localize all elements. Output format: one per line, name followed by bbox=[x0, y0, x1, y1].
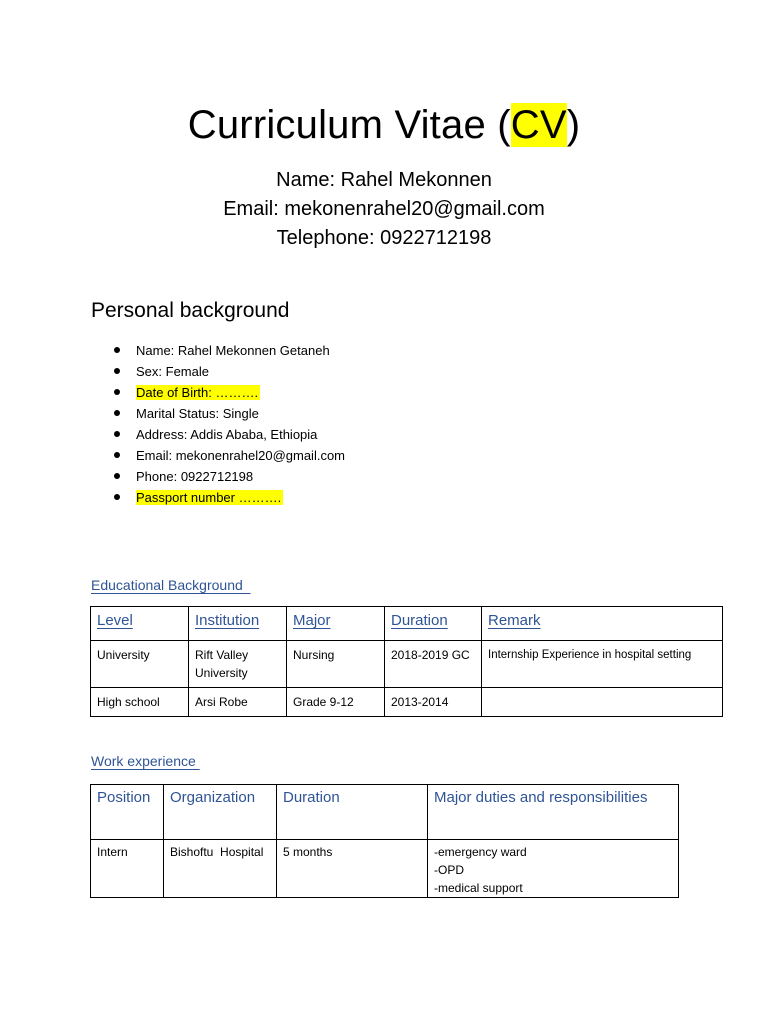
contact-phone: Telephone: 0922712198 bbox=[276, 227, 492, 249]
work-experience-heading: Work experience bbox=[91, 753, 200, 769]
cell-duration: 2013-2014 bbox=[385, 688, 482, 717]
table-row bbox=[91, 688, 723, 717]
cell-remark: Internship Experience in hospital setting bbox=[482, 641, 723, 688]
list-item bbox=[111, 487, 345, 508]
cell-institution: Arsi Robe bbox=[189, 688, 287, 717]
work-experience-table bbox=[90, 784, 679, 898]
duty-item: -OPD bbox=[434, 863, 464, 877]
cell-duration: 5 months bbox=[277, 840, 428, 898]
column-header-institution: Institution bbox=[189, 607, 287, 641]
cell-level: University bbox=[91, 641, 189, 688]
title-cv-highlight: CV bbox=[510, 103, 567, 147]
cell-major: Grade 9-12 bbox=[287, 688, 385, 717]
table-header-row bbox=[91, 607, 723, 641]
column-header-remark: Remark bbox=[482, 607, 723, 641]
table-header-row bbox=[91, 785, 679, 840]
personal-dob: Date of Birth: ………. bbox=[136, 385, 259, 400]
cell-level: High school bbox=[91, 688, 189, 717]
column-header-major-duties: Major duties and responsibilities bbox=[428, 785, 679, 840]
bullet-icon bbox=[114, 347, 120, 353]
column-header-organization: Organization bbox=[164, 785, 277, 840]
page-title bbox=[0, 98, 768, 152]
list-item bbox=[111, 403, 345, 424]
table-row bbox=[91, 641, 723, 688]
cell-duties bbox=[428, 840, 679, 898]
bullet-icon bbox=[114, 431, 120, 437]
personal-address: Address: Addis Ababa, Ethiopia bbox=[136, 427, 318, 442]
duty-item: -medical support bbox=[434, 881, 523, 895]
column-header-duration: Duration bbox=[385, 607, 482, 641]
bullet-icon bbox=[114, 494, 120, 500]
column-header-position: Position bbox=[91, 785, 164, 840]
contact-name: Name: Rahel Mekonnen bbox=[276, 169, 492, 191]
personal-email: Email: mekonenrahel20@gmail.com bbox=[136, 448, 346, 463]
personal-details-list bbox=[111, 340, 345, 508]
column-header-major: Major bbox=[287, 607, 385, 641]
title-paren-open: ( bbox=[497, 103, 511, 147]
bullet-icon bbox=[114, 389, 120, 395]
bullet-icon bbox=[114, 473, 120, 479]
title-text: Curriculum Vitae bbox=[187, 103, 498, 147]
personal-sex: Sex: Female bbox=[136, 364, 209, 379]
cell-organization: Bishoftu Hospital bbox=[164, 840, 277, 898]
list-item bbox=[111, 424, 345, 445]
cell-remark bbox=[482, 688, 723, 717]
column-header-duration: Duration bbox=[277, 785, 428, 840]
personal-name: Name: Rahel Mekonnen Getaneh bbox=[136, 343, 330, 358]
cell-duration: 2018-2019 GC bbox=[385, 641, 482, 688]
list-item bbox=[111, 466, 345, 487]
cell-position: Intern bbox=[91, 840, 164, 898]
personal-marital-status: Marital Status: Single bbox=[136, 406, 259, 421]
table-row bbox=[91, 840, 679, 898]
list-item bbox=[111, 361, 345, 382]
list-item bbox=[111, 445, 345, 466]
list-item bbox=[111, 382, 345, 403]
duty-item: -emergency ward bbox=[434, 845, 527, 859]
education-heading: Educational Background bbox=[91, 577, 251, 593]
list-item bbox=[111, 340, 345, 361]
contact-email: Email: mekonenrahel20@gmail.com bbox=[223, 198, 545, 220]
bullet-icon bbox=[114, 410, 120, 416]
column-header-level: Level bbox=[91, 607, 189, 641]
personal-background-heading: Personal background bbox=[91, 299, 290, 322]
title-paren-close: ) bbox=[566, 103, 581, 147]
personal-phone: Phone: 0922712198 bbox=[136, 469, 254, 484]
personal-passport: Passport number ………. bbox=[136, 490, 282, 505]
bullet-icon bbox=[114, 368, 120, 374]
bullet-icon bbox=[114, 452, 120, 458]
cell-institution: Rift Valley University bbox=[189, 641, 287, 688]
education-table bbox=[90, 606, 723, 717]
cell-major: Nursing bbox=[287, 641, 385, 688]
